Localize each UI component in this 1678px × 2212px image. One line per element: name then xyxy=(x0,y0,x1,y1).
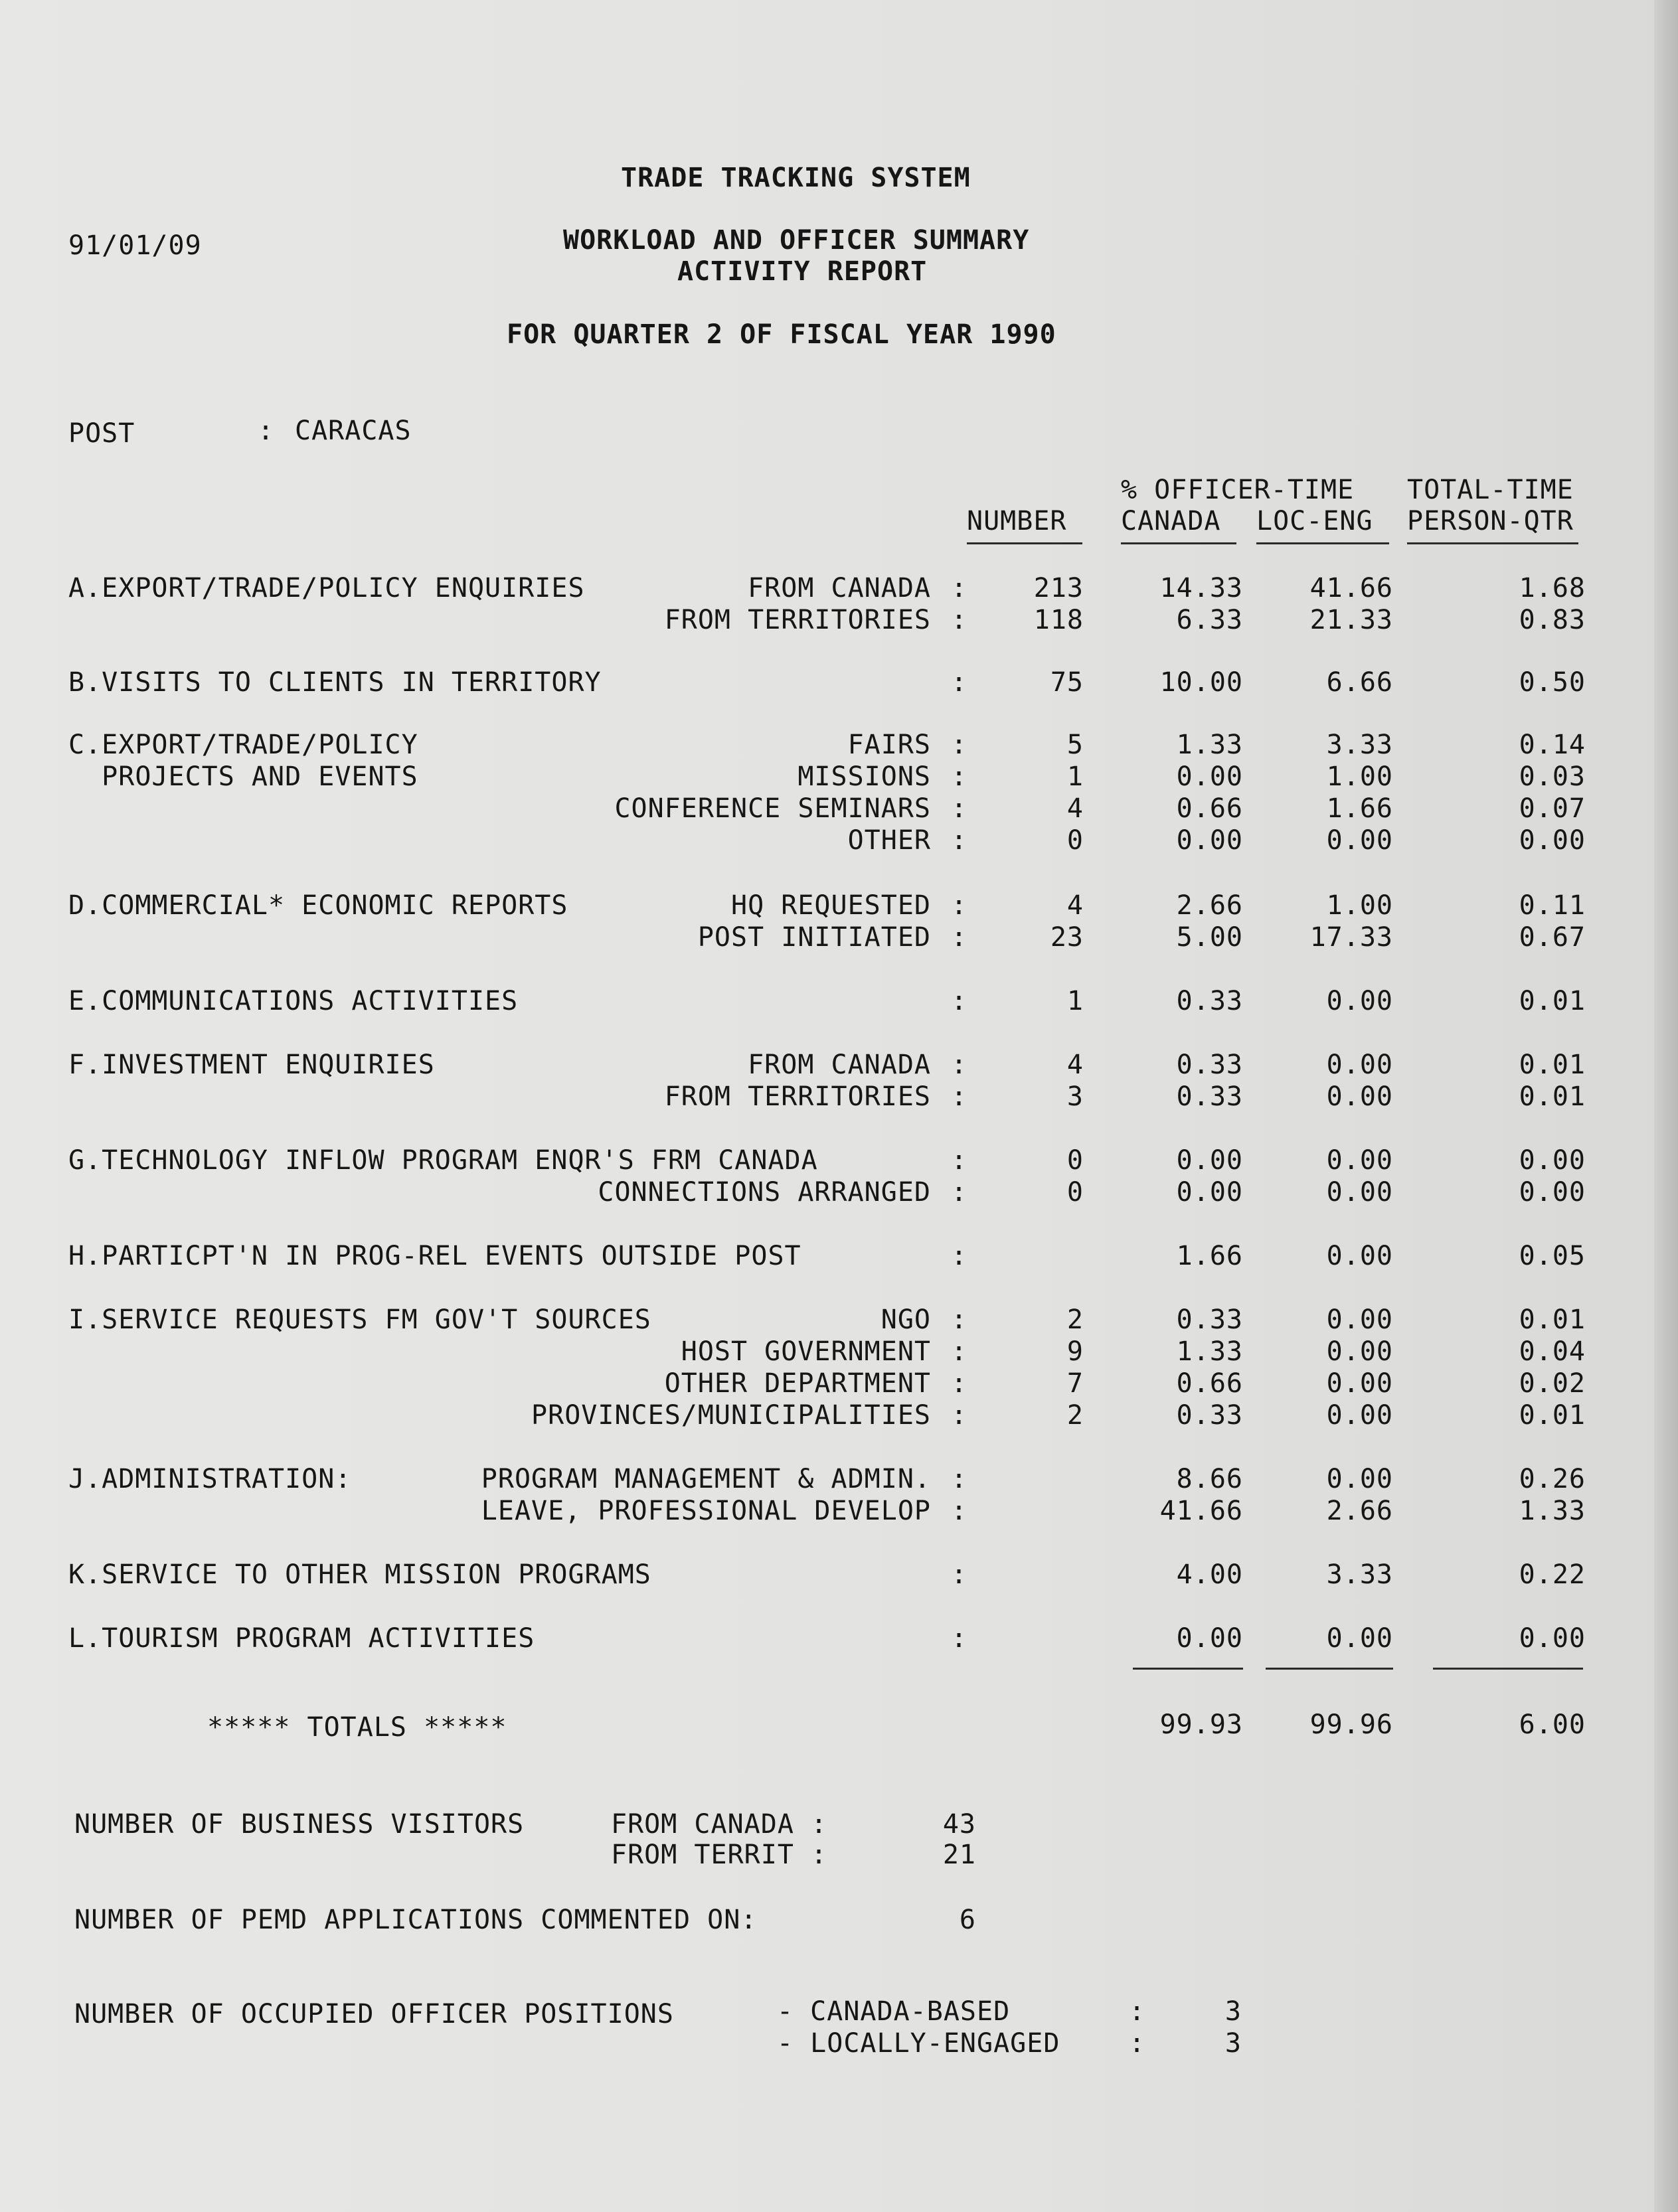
row-sub-label: LEAVE, PROFESSIONAL DEVELOP xyxy=(481,1496,931,1526)
row-sub-label: OTHER xyxy=(847,825,931,856)
totals-canada: 99.93 xyxy=(1159,1709,1243,1740)
row-person-qtr: 0.05 xyxy=(1519,1241,1586,1271)
row-person-qtr: 0.01 xyxy=(1519,1050,1586,1080)
totals-loc-eng: 99.96 xyxy=(1309,1709,1393,1740)
row-canada: 14.33 xyxy=(1159,573,1243,603)
pemd-value: 6 xyxy=(959,1905,976,1935)
row-person-qtr: 1.33 xyxy=(1519,1496,1586,1526)
row-canada: 0.00 xyxy=(1176,1623,1243,1654)
page-edge-shadow xyxy=(1654,0,1678,2212)
row-sub-label: PROVINCES/MUNICIPALITIES xyxy=(531,1400,931,1431)
positions-label: NUMBER OF OCCUPIED OFFICER POSITIONS xyxy=(74,1999,674,2029)
row-colon: : xyxy=(951,667,968,698)
row-loc-eng: 1.00 xyxy=(1326,761,1393,792)
post-label: POST xyxy=(68,418,135,449)
row-loc-eng: 3.33 xyxy=(1326,730,1393,760)
row-loc-eng: 0.00 xyxy=(1326,1177,1393,1208)
row-number: 0 xyxy=(1066,825,1084,856)
visitors-from-canada-label: FROM CANADA : xyxy=(611,1809,828,1840)
positions-local-value: 3 xyxy=(1224,2028,1242,2059)
row-section-label: PROJECTS AND EVENTS xyxy=(68,761,418,792)
row-number: 4 xyxy=(1066,1050,1084,1080)
header-person-qtr: PERSON-QTR xyxy=(1407,506,1574,536)
row-person-qtr: 0.00 xyxy=(1519,1145,1586,1176)
row-loc-eng: 1.00 xyxy=(1326,890,1393,921)
row-colon: : xyxy=(951,890,968,921)
report-title-line-2: ACTIVITY REPORT xyxy=(677,256,928,287)
system-title: TRADE TRACKING SYSTEM xyxy=(621,163,971,193)
header-loc-eng: LOC-ENG xyxy=(1256,506,1373,536)
row-canada: 0.66 xyxy=(1176,793,1243,824)
row-person-qtr: 0.11 xyxy=(1519,890,1586,921)
post-separator: : xyxy=(258,416,275,446)
row-canada: 8.66 xyxy=(1176,1464,1243,1494)
row-colon: : xyxy=(951,605,968,635)
row-person-qtr: 0.01 xyxy=(1519,1400,1586,1431)
row-canada: 6.33 xyxy=(1176,605,1243,635)
row-colon: : xyxy=(951,793,968,824)
row-loc-eng: 0.00 xyxy=(1326,825,1393,856)
row-person-qtr: 0.03 xyxy=(1519,761,1586,792)
row-section-label: H.PARTICPT'N IN PROG-REL EVENTS OUTSIDE POST xyxy=(68,1241,801,1271)
row-colon: : xyxy=(951,1496,968,1526)
row-person-qtr: 0.14 xyxy=(1519,730,1586,760)
row-colon: : xyxy=(951,1368,968,1399)
visitors-label: NUMBER OF BUSINESS VISITORS xyxy=(74,1809,525,1840)
row-loc-eng: 0.00 xyxy=(1326,1400,1393,1431)
post-value: CARACAS xyxy=(295,416,412,446)
row-sub-label: FROM TERRITORIES xyxy=(664,1081,931,1112)
row-loc-eng: 0.00 xyxy=(1326,1368,1393,1399)
row-colon: : xyxy=(951,1145,968,1176)
positions-canada-label: - CANADA-BASED xyxy=(777,1996,1011,2027)
row-canada: 0.33 xyxy=(1176,1081,1243,1112)
row-sub-label: OTHER DEPARTMENT xyxy=(664,1368,931,1399)
report-date: 91/01/09 xyxy=(68,230,202,261)
row-colon: : xyxy=(951,1336,968,1367)
row-sub-label: FROM CANADA xyxy=(748,1050,931,1080)
row-section-label: C.EXPORT/TRADE/POLICY xyxy=(68,730,418,760)
row-number: 75 xyxy=(1050,667,1084,698)
row-person-qtr: 0.02 xyxy=(1519,1368,1586,1399)
totals-underline-loc-eng xyxy=(1266,1668,1393,1670)
row-canada: 1.33 xyxy=(1176,1336,1243,1367)
header-underline-person-qtr xyxy=(1407,542,1578,544)
row-canada: 0.33 xyxy=(1176,1304,1243,1335)
row-number: 7 xyxy=(1066,1368,1084,1399)
row-number: 2 xyxy=(1066,1400,1084,1431)
row-canada: 0.66 xyxy=(1176,1368,1243,1399)
header-underline-loc-eng xyxy=(1256,542,1389,544)
row-number: 0 xyxy=(1066,1177,1084,1208)
row-canada: 41.66 xyxy=(1159,1496,1243,1526)
row-sub-label: CONFERENCE SEMINARS xyxy=(614,793,931,824)
row-person-qtr: 0.67 xyxy=(1519,922,1586,953)
row-colon: : xyxy=(951,761,968,792)
positions-local-label: - LOCALLY-ENGAGED xyxy=(777,2028,1060,2059)
row-loc-eng: 17.33 xyxy=(1309,922,1393,953)
header-number: NUMBER xyxy=(967,506,1067,536)
report-title-line-1: WORKLOAD AND OFFICER SUMMARY xyxy=(563,225,1030,256)
row-colon: : xyxy=(951,730,968,760)
row-loc-eng: 0.00 xyxy=(1326,1623,1393,1654)
row-colon: : xyxy=(951,1241,968,1271)
row-section-label: A.EXPORT/TRADE/POLICY ENQUIRIES xyxy=(68,573,585,603)
row-loc-eng: 6.66 xyxy=(1326,667,1393,698)
row-number: 9 xyxy=(1066,1336,1084,1367)
totals-underline-person-qtr xyxy=(1433,1668,1583,1670)
row-person-qtr: 0.07 xyxy=(1519,793,1586,824)
row-sub-label: PROGRAM MANAGEMENT & ADMIN. xyxy=(481,1464,931,1494)
row-sub-label: FROM CANADA xyxy=(748,573,931,603)
row-section-label: B.VISITS TO CLIENTS IN TERRITORY xyxy=(68,667,602,698)
row-canada: 2.66 xyxy=(1176,890,1243,921)
row-number: 1 xyxy=(1066,761,1084,792)
row-canada: 10.00 xyxy=(1159,667,1243,698)
row-section-label: I.SERVICE REQUESTS FM GOV'T SOURCES xyxy=(68,1304,651,1335)
row-loc-eng: 0.00 xyxy=(1326,1241,1393,1271)
row-number: 4 xyxy=(1066,793,1084,824)
report-period: FOR QUARTER 2 OF FISCAL YEAR 1990 xyxy=(507,319,1056,350)
row-colon: : xyxy=(951,1623,968,1654)
totals-label: ***** TOTALS ***** xyxy=(207,1712,507,1743)
visitors-from-canada-value: 43 xyxy=(942,1809,976,1840)
row-person-qtr: 0.01 xyxy=(1519,1081,1586,1112)
totals-person-qtr: 6.00 xyxy=(1519,1709,1586,1740)
positions-canada-value: 3 xyxy=(1224,1996,1242,2027)
row-canada: 4.00 xyxy=(1176,1559,1243,1590)
row-sub-label: POST INITIATED xyxy=(697,922,931,953)
row-sub-label: MISSIONS xyxy=(797,761,931,792)
pemd-label: NUMBER OF PEMD APPLICATIONS COMMENTED ON: xyxy=(74,1905,758,1935)
row-section-label: D.COMMERCIAL* ECONOMIC REPORTS xyxy=(68,890,568,921)
row-colon: : xyxy=(951,1400,968,1431)
row-loc-eng: 21.33 xyxy=(1309,605,1393,635)
row-number: 213 xyxy=(1033,573,1084,603)
row-canada: 5.00 xyxy=(1176,922,1243,953)
header-officer-time: % OFFICER-TIME xyxy=(1121,475,1355,505)
row-section-label: K.SERVICE TO OTHER MISSION PROGRAMS xyxy=(68,1559,651,1590)
row-sub-label: CONNECTIONS ARRANGED xyxy=(598,1177,931,1208)
row-canada: 0.33 xyxy=(1176,1400,1243,1431)
row-canada: 0.00 xyxy=(1176,761,1243,792)
row-number: 118 xyxy=(1033,605,1084,635)
row-person-qtr: 0.00 xyxy=(1519,1177,1586,1208)
header-underline-number xyxy=(967,542,1082,544)
totals-underline-canada xyxy=(1133,1668,1243,1670)
row-number: 5 xyxy=(1066,730,1084,760)
row-person-qtr: 0.04 xyxy=(1519,1336,1586,1367)
row-person-qtr: 0.00 xyxy=(1519,1623,1586,1654)
row-canada: 0.33 xyxy=(1176,1050,1243,1080)
row-loc-eng: 0.00 xyxy=(1326,1304,1393,1335)
visitors-from-territ-value: 21 xyxy=(942,1840,976,1870)
header-total-time: TOTAL-TIME xyxy=(1407,475,1574,505)
row-sub-label: FAIRS xyxy=(847,730,931,760)
row-loc-eng: 1.66 xyxy=(1326,793,1393,824)
visitors-from-territ-label: FROM TERRIT : xyxy=(611,1840,828,1870)
row-person-qtr: 0.01 xyxy=(1519,1304,1586,1335)
row-sub-label: FROM TERRITORIES xyxy=(664,605,931,635)
row-section-label: L.TOURISM PROGRAM ACTIVITIES xyxy=(68,1623,535,1654)
row-loc-eng: 0.00 xyxy=(1326,1050,1393,1080)
row-number: 0 xyxy=(1066,1145,1084,1176)
row-colon: : xyxy=(951,573,968,603)
row-colon: : xyxy=(951,825,968,856)
row-sub-label: HQ REQUESTED xyxy=(731,890,931,921)
row-person-qtr: 0.83 xyxy=(1519,605,1586,635)
row-person-qtr: 0.50 xyxy=(1519,667,1586,698)
row-canada: 1.33 xyxy=(1176,730,1243,760)
row-canada: 0.00 xyxy=(1176,1177,1243,1208)
row-person-qtr: 0.22 xyxy=(1519,1559,1586,1590)
positions-canada-separator: : xyxy=(1129,1996,1146,2027)
row-loc-eng: 41.66 xyxy=(1309,573,1393,603)
row-loc-eng: 0.00 xyxy=(1326,1464,1393,1494)
row-number: 2 xyxy=(1066,1304,1084,1335)
row-colon: : xyxy=(951,1559,968,1590)
row-section-label: G.TECHNOLOGY INFLOW PROGRAM ENQR'S FRM CANADA xyxy=(68,1145,818,1176)
row-colon: : xyxy=(951,986,968,1016)
row-canada: 0.00 xyxy=(1176,1145,1243,1176)
row-loc-eng: 0.00 xyxy=(1326,1081,1393,1112)
row-canada: 1.66 xyxy=(1176,1241,1243,1271)
row-number: 3 xyxy=(1066,1081,1084,1112)
row-number: 4 xyxy=(1066,890,1084,921)
row-person-qtr: 0.00 xyxy=(1519,825,1586,856)
row-loc-eng: 0.00 xyxy=(1326,1145,1393,1176)
row-colon: : xyxy=(951,1304,968,1335)
row-number: 23 xyxy=(1050,922,1084,953)
row-canada: 0.00 xyxy=(1176,825,1243,856)
row-section-label: F.INVESTMENT ENQUIRIES xyxy=(68,1050,435,1080)
header-underline-canada xyxy=(1121,542,1236,544)
row-loc-eng: 0.00 xyxy=(1326,986,1393,1016)
row-person-qtr: 1.68 xyxy=(1519,573,1586,603)
row-sub-label: NGO xyxy=(881,1304,931,1335)
row-colon: : xyxy=(951,1464,968,1494)
row-canada: 0.33 xyxy=(1176,986,1243,1016)
row-person-qtr: 0.01 xyxy=(1519,986,1586,1016)
row-colon: : xyxy=(951,1177,968,1208)
row-loc-eng: 0.00 xyxy=(1326,1336,1393,1367)
row-sub-label: HOST GOVERNMENT xyxy=(681,1336,931,1367)
row-number: 1 xyxy=(1066,986,1084,1016)
positions-local-separator: : xyxy=(1129,2028,1146,2059)
row-section-label: J.ADMINISTRATION: xyxy=(68,1464,352,1494)
row-section-label: E.COMMUNICATIONS ACTIVITIES xyxy=(68,986,519,1016)
row-colon: : xyxy=(951,1050,968,1080)
row-colon: : xyxy=(951,1081,968,1112)
row-person-qtr: 0.26 xyxy=(1519,1464,1586,1494)
header-canada: CANADA xyxy=(1121,506,1221,536)
row-loc-eng: 2.66 xyxy=(1326,1496,1393,1526)
row-loc-eng: 3.33 xyxy=(1326,1559,1393,1590)
row-colon: : xyxy=(951,922,968,953)
